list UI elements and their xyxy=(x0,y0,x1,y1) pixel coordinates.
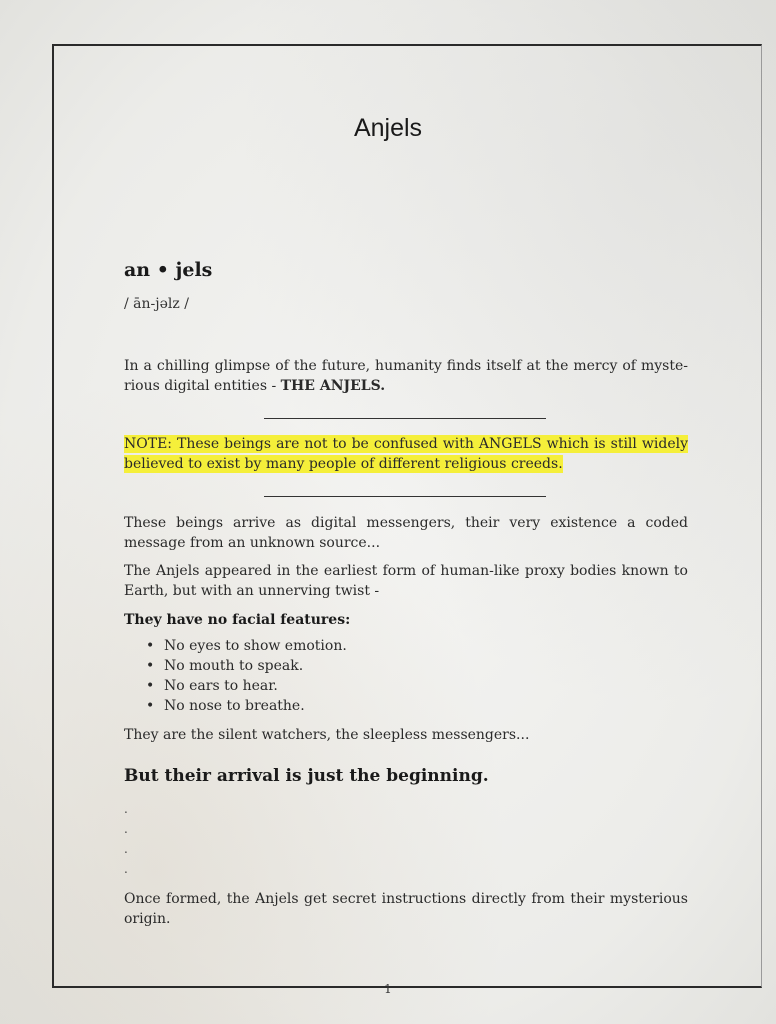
bullet-icon: • xyxy=(146,658,155,674)
document-body xyxy=(124,255,688,929)
statement-heading: But their arrival is just the beginning. xyxy=(124,766,489,786)
paragraph-digital-messengers: These beings arrive as digital messengers, their very existence a coded message from an unknown source... xyxy=(124,515,688,551)
dot: . xyxy=(124,842,128,856)
list-item xyxy=(146,656,688,676)
paragraph-secret-instructions: Once formed, the Anjels get secret instructions directly from their mysterious origin. xyxy=(124,891,688,927)
list-item-text: No eyes to show emotion. xyxy=(164,638,347,654)
bullet-icon: • xyxy=(146,678,155,694)
dot: . xyxy=(124,822,128,836)
list-item-text: No ears to hear. xyxy=(164,678,278,694)
intro-text: In a chilling glimpse of the future, humanity finds itself at the mercy of myste- rious digital entities - xyxy=(124,358,688,394)
list-item xyxy=(146,636,688,656)
note-highlight: NOTE: These beings are not to be confused with ANGELS which is still widely believed to exist by many people of different religious creeds. xyxy=(124,436,688,472)
note-paragraph xyxy=(124,434,688,474)
features-list xyxy=(124,636,688,716)
intro-paragraph xyxy=(124,356,688,396)
dot: . xyxy=(124,802,128,816)
list-item xyxy=(146,676,688,696)
list-item-text: No mouth to speak. xyxy=(164,658,304,674)
list-item-text: No nose to breathe. xyxy=(164,698,305,714)
intro-bold: THE ANJELS. xyxy=(280,378,386,394)
pronunciation: / ān-jəlz / xyxy=(124,296,189,312)
divider-bottom xyxy=(264,496,546,497)
features-heading: They have no facial features: xyxy=(124,612,351,628)
bullet-icon: • xyxy=(146,698,155,714)
ellipsis-dots xyxy=(124,799,688,879)
headword: an • jels xyxy=(124,259,213,281)
list-item xyxy=(146,696,688,716)
page-title: Anjels xyxy=(353,114,423,142)
paragraph-silent-watchers: They are the silent watchers, the sleepless messengers... xyxy=(124,727,530,743)
dot: . xyxy=(124,862,128,876)
paragraph-proxy-bodies: The Anjels appeared in the earliest form of human-like proxy bodies known to Earth, but with an unnerving twist - xyxy=(124,563,688,599)
page-number: 1 xyxy=(384,982,392,996)
divider-top xyxy=(264,418,546,419)
bullet-icon: • xyxy=(146,638,155,654)
